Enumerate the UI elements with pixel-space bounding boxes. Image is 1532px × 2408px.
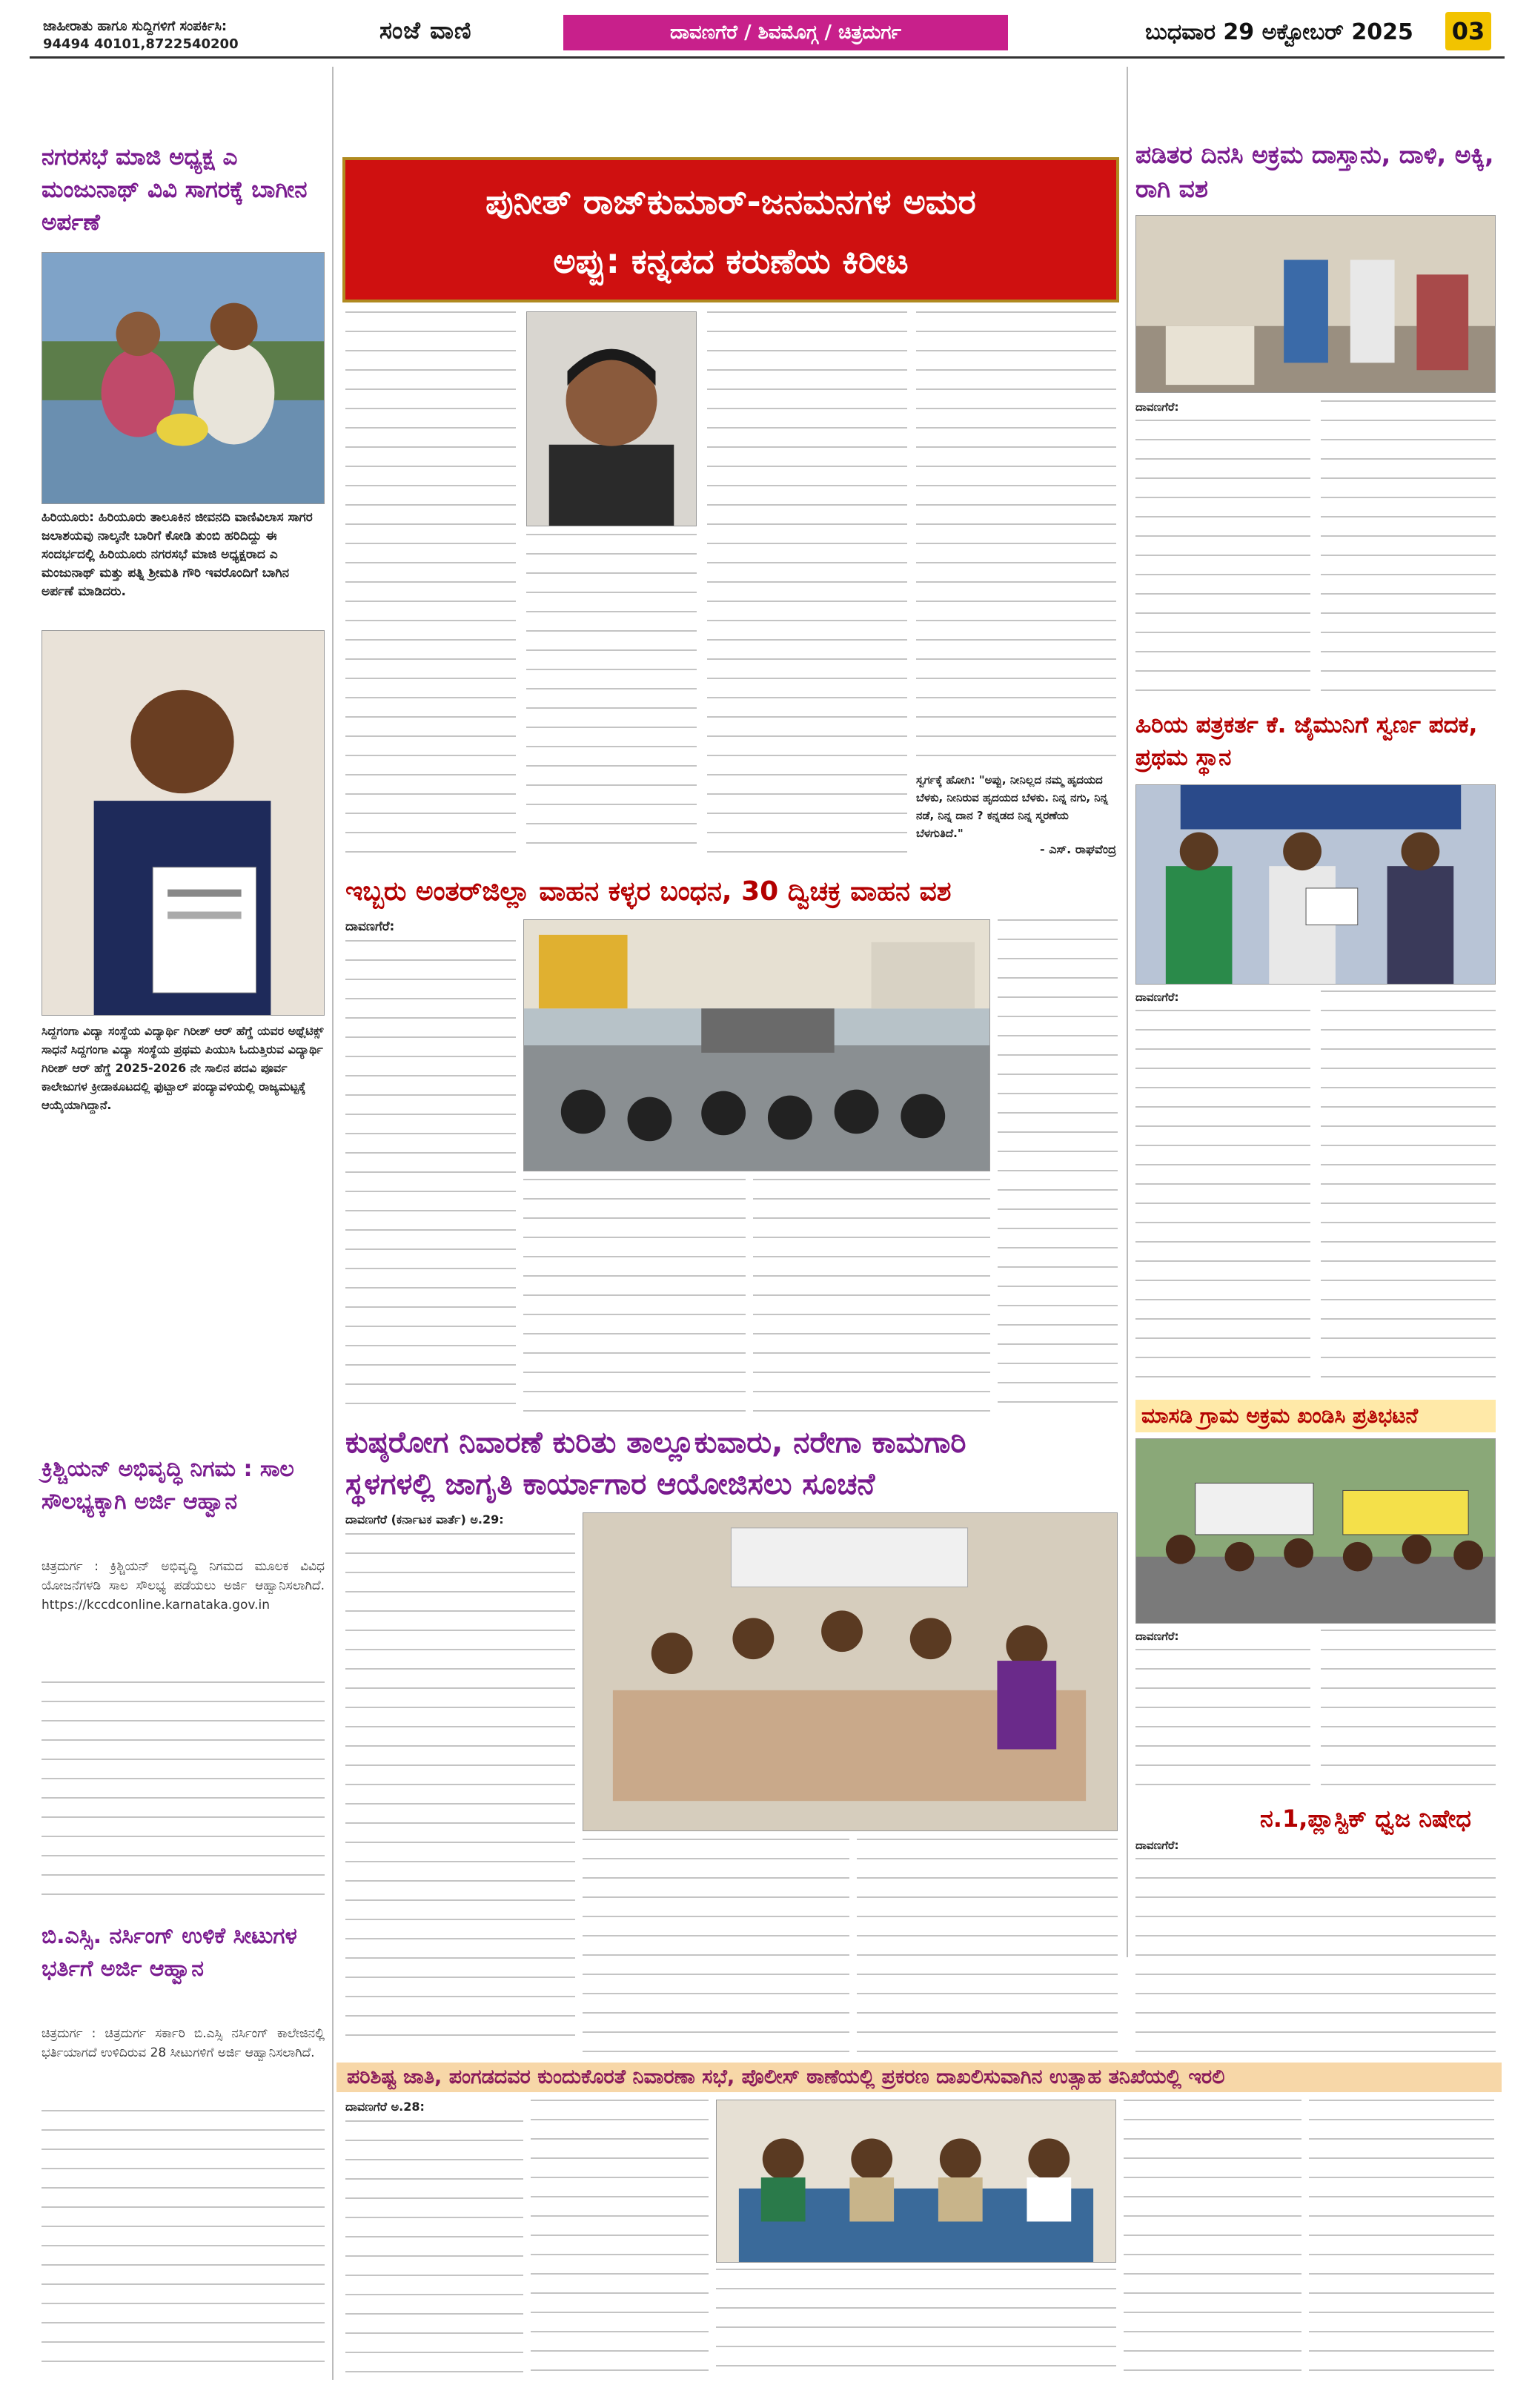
paper-name: ಸಂಜೆ ವಾಣಿ: [379, 16, 472, 44]
right-story1-headline: ಪಡಿತರ ದಿನಸಿ ಅಕ್ರಮ ದಾಸ್ತಾನು, ದಾಳಿ, ಅಕ್ಕಿ, ರಾಗಿ ವಶ: [1135, 140, 1494, 203]
leprosy-col1-lines: [345, 1533, 575, 2052]
right-story1-col2-lines: [1321, 400, 1496, 704]
right-story2-dateline: ದಾವಣಗೆರೆ:: [1135, 990, 1179, 1004]
right-story3-headline: ಮಾಸಡಿ ಗ್ರಾಮ ಅಕ್ರಮ ಖಂಡಿಸಿ ಪ್ರತಿಭಟನೆ: [1141, 1403, 1419, 1428]
column-divider-left: [332, 67, 334, 2380]
right-story3-col2-lines: [1321, 1630, 1496, 1797]
left-story3-text: ಚಿತ್ರದುರ್ಗ : ಕ್ರಿಶ್ಚಿಯನ್ ಅಭಿವೃದ್ಧಿ ನಿಗಮದ ಮೂಲಕ ವಿವಿಧ ಯೋಜನೆಗಳಡಿ ಸಾಲ ಸೌಲಭ್ಯ ಪಡೆಯಲು ಅರ್ಜಿ ಆಹ್ವಾನಿಸಲಾಗಿದೆ. https://kccdconline.karnataka.gov.in: [42, 1559, 325, 1612]
seized-bikes-photo: [523, 919, 990, 1171]
right-story4-dateline: ದಾವಣಗೆರೆ:: [1135, 1839, 1179, 1852]
puneeth-byline: - ಎಸ್. ರಾಘವೆಂದ್ರ: [1040, 842, 1116, 856]
puneeth-banner-line1: ಪುನೀತ್ ರಾಜ್‌ಕುಮಾರ್-ಜನಮನಗಳ ಅಮರ: [485, 182, 976, 222]
puneeth-banner-line2: ಅಪ್ಪು: ಕನ್ನಡದ ಕರುಣೆಯ ಕಿರೀಟ: [553, 241, 909, 281]
left-story1-caption: ಹಿರಿಯೂರು: ಹಿರಿಯೂರು ತಾಲೂಕಿನ ಜೀವನದಿ ವಾಣಿವಿಲಾಸ ಸಾಗರ ಜಲಾಶಯವು ನಾಲ್ಕನೇ ಬಾರಿಗೆ ಕೋಡಿ ತುಂಬಿ ಹರಿದಿದ್ದು ಈ ಸಂದರ್ಭದಲ್ಲಿ ಹಿರಿಯೂರು ನಗರಸಭೆ ಮಾಜಿ ಅಧ್ಯಕ್ಷರಾದ ಎ ಮಂಜುನಾಥ್ ಮತ್ತು ಪತ್ನಿ ಶ್ರೀಮತಿ ಗೌರಿ ಇವರೊಂದಿಗೆ ಬಾಗಿನ ಅರ್ಪಣೆ ಮಾಡಿದರು.: [42, 510, 313, 599]
bottom-dateline: ದಾವಣಗೆರೆ ಅ.28:: [345, 2100, 425, 2114]
column-divider-right: [1127, 67, 1128, 1957]
theft-col2-lines: [523, 1179, 746, 1415]
right-story4-headline: ನ.1,ಪ್ಲಾಸ್ಟಿಕ್ ಧ್ವಜ ನಿಷೇಧ: [1260, 1805, 1471, 1833]
leprosy-headline: [345, 1422, 1119, 1505]
paper-logo: [379, 16, 528, 50]
right-story4-body-lines: [1135, 1858, 1496, 2055]
right-story1-dateline: ದಾವಣಗೆರೆ:: [1135, 400, 1179, 414]
left-story3-headline: ಕ್ರಿಶ್ಚಿಯನ್ ಅಭಿವೃದ್ಧಿ ನಿಗಮ : ಸಾಲ ಸೌಲಭ್ಯಕ್ಕಾಗಿ ಅರ್ಜಿ ಆಹ್ವಾನ: [42, 1456, 294, 1515]
student-photo: [42, 630, 325, 1016]
theft-col3-lines: [753, 1179, 990, 1415]
page-number: 03: [1445, 12, 1491, 50]
issue-date: ಬುಧವಾರ 29 ಅಕ್ಟೋಬರ್ 2025: [1145, 19, 1413, 45]
contact-label: ಜಾಹೀರಾತು ಹಾಗೂ ಸುದ್ದಿಗಳಿಗೆ ಸಂಪರ್ಕಿಸಿ:: [43, 19, 228, 34]
right-story3-headline-box: [1135, 1400, 1496, 1432]
puneeth-portrait: [526, 311, 697, 526]
theft-dateline: ದಾವಣಗೆರೆ:: [345, 919, 395, 934]
right-story3-dateline: ದಾವಣಗೆರೆ:: [1135, 1630, 1179, 1643]
puneeth-banner: [342, 157, 1119, 302]
theft-col1-lines: [345, 940, 516, 1415]
puneeth-col2-lines: [526, 534, 697, 860]
ration-raid-photo: [1135, 215, 1496, 393]
protest-photo: [1135, 1438, 1496, 1624]
left-story1-headline: ನಗರಸಭೆ ಮಾಜಿ ಅಧ್ಯಕ್ಷ ಎ ಮಂಜುನಾಥ್ ವಿವಿ ಸಾಗರಕ್ಕೆ ಬಾಗೀನ ಅರ್ಪಣೆ: [42, 144, 308, 236]
puneeth-col4-lines: [916, 311, 1116, 771]
contact-phone: 94494 40101,8722540200: [43, 36, 239, 52]
leprosy-headline-line1: ಕುಷ್ಠರೋಗ ನಿವಾರಣೆ ಕುರಿತು ತಾಲ್ಲೂಕುವಾರು, ನರೇಗಾ ಕಾಮಗಾರಿ: [345, 1426, 966, 1460]
bottom-headline: ಪರಿಶಿಷ್ಟ ಜಾತಿ, ಪಂಗಡದವರ ಕುಂದುಕೊರತೆ ನಿವಾರಣಾ ಸಭೆ, ಪೊಲೀಸ್ ಠಾಣೆಯಲ್ಲಿ ಪ್ರಕರಣ ದಾಖಲಿಸುವಾಗಿನ ಉತ್ಸಾಹ ತನಿಖೆಯಲ್ಲಿ ಇರಲಿ: [347, 2065, 1225, 2088]
bottom-col4-lines: [1124, 2100, 1301, 2380]
right-story3-col1-lines: [1135, 1649, 1310, 1797]
leprosy-col3-lines: [857, 1839, 1118, 2052]
right-story2-col2-lines: [1321, 990, 1496, 1395]
leprosy-col2-lines: [583, 1839, 849, 2052]
bagina-photo: [42, 252, 325, 504]
masthead-rule: [30, 56, 1505, 59]
masthead-contact: [43, 18, 310, 53]
right-story1-col1-lines: [1135, 420, 1310, 704]
police-meeting-photo: [716, 2100, 1116, 2263]
puneeth-col1-lines: [345, 311, 516, 860]
puneeth-quote: ಸ್ವರ್ಗಕ್ಕೆ ಹೋಗಿ: "ಅಪ್ಪು, ನೀನಿಲ್ಲದ ನಮ್ಮ ಹೃದಯದ ಬೆಳಕು, ನೀನಿರುವ ಹೃದಯದ ಬೆಳಕು. ನಿನ್ನ ನಗು, ನಿನ್ನ ನಡೆ, ನಿನ್ನ ದಾನ ? ಕನ್ನಡದ ನಿನ್ನ ಸ್ಮರಣೆಯ ಬೆಳಗುತಿದೆ.": [916, 773, 1109, 840]
bottom-col1-lines: [345, 2120, 523, 2380]
puneeth-col3-lines: [707, 311, 907, 860]
left-story4-headline: ಬಿ.ಎಸ್ಸಿ. ನರ್ಸಿಂಗ್ ಉಳಿಕೆ ಸೀಟುಗಳ ಭರ್ತಿಗೆ ಅರ್ಜಿ ಆಹ್ವಾನ: [42, 1923, 297, 1982]
left-story3-body-lines: [42, 1681, 325, 1904]
award-photo: [1135, 784, 1496, 985]
left-story2-caption: ಸಿದ್ದಗಂಗಾ ವಿದ್ಯಾ ಸಂಸ್ಥೆಯ ವಿದ್ಯಾರ್ಥಿ ಗಿರೀಶ್ ಆರ್ ಹೆಗ್ಡೆ ಯವರ ಅಥ್ಲೆಟಿಕ್ಸ್ ಸಾಧನೆ ಸಿದ್ದಗಂಗಾ ವಿದ್ಯಾ ಸಂಸ್ಥೆಯ ಪ್ರಥಮ ಪಿಯುಸಿ ಓದುತ್ತಿರುವ ವಿದ್ಯಾರ್ಥಿ ಗಿರೀಶ್ ಆರ್ ಹೆಗ್ಡೆ 2025-2026 ನೇ ಸಾಲಿನ ಪದವಿ ಪೂರ್ವ ಕಾಲೇಜುಗಳ ಕ್ರೀಡಾಕೂಟದಲ್ಲಿ ಫುಟ್ಬಾಲ್ ಪಂದ್ಯಾವಳಿಯಲ್ಲಿ ರಾಜ್ಯಮಟ್ಟಕ್ಕೆ ಆಯ್ಕೆಯಾಗಿದ್ದಾನೆ.: [42, 1024, 324, 1112]
theft-headline: ಇಬ್ಬರು ಅಂತರ್‌ಜಿಲ್ಲಾ ವಾಹನ ಕಳ್ಳರ ಬಂಧನ, 30 ದ್ವಿಚಕ್ರ ವಾಹನ ವಶ: [345, 876, 952, 907]
bottom-col5-lines: [1309, 2100, 1494, 2380]
bottom-col3-lines: [716, 2269, 1116, 2380]
theft-col4-lines: [998, 919, 1118, 1415]
left-story4-body-lines: [42, 2110, 325, 2377]
leprosy-dateline: ದಾವಣಗೆರೆ (ಕರ್ನಾಟಕ ವಾರ್ತೆ) ಅ.29:: [345, 1512, 504, 1526]
right-story2-headline: ಹಿರಿಯ ಪತ್ರಕರ್ತ ಕೆ. ಜೈಮುನಿಗೆ ಸ್ವರ್ಣ ಪದಕ, ಪ್ರಥಮ ಸ್ಥಾನ: [1135, 712, 1478, 771]
meeting-photo: [583, 1512, 1118, 1831]
bottom-col2-lines: [531, 2100, 709, 2380]
left-story4-text: ಚಿತ್ರದುರ್ಗ : ಚಿತ್ರದುರ್ಗ ಸರ್ಕಾರಿ ಬಿ.ಎಸ್ಸಿ ನರ್ಸಿಂಗ್ ಕಾಲೇಜಿನಲ್ಲಿ ಭರ್ತಿಯಾಗದೆ ಉಳಿದಿರುವ 28 ಸೀಟುಗಳಿಗೆ ಅರ್ಜಿ ಆಹ್ವಾನಿಸಲಾಗಿದೆ.: [42, 2026, 325, 2060]
edition-banner: ದಾವಣಗೆರೆ / ಶಿವಮೊಗ್ಗ / ಚಿತ್ರದುರ್ಗ: [563, 15, 1008, 50]
bottom-headline-strip: [336, 2063, 1502, 2092]
right-story2-col1-lines: [1135, 1010, 1310, 1395]
leprosy-headline-line2: ಸ್ಥಳಗಳಲ್ಲಿ ಜಾಗೃತಿ ಕಾರ್ಯಾಗಾರ ಆಯೋಜಿಸಲು ಸೂಚನೆ: [345, 1467, 875, 1501]
